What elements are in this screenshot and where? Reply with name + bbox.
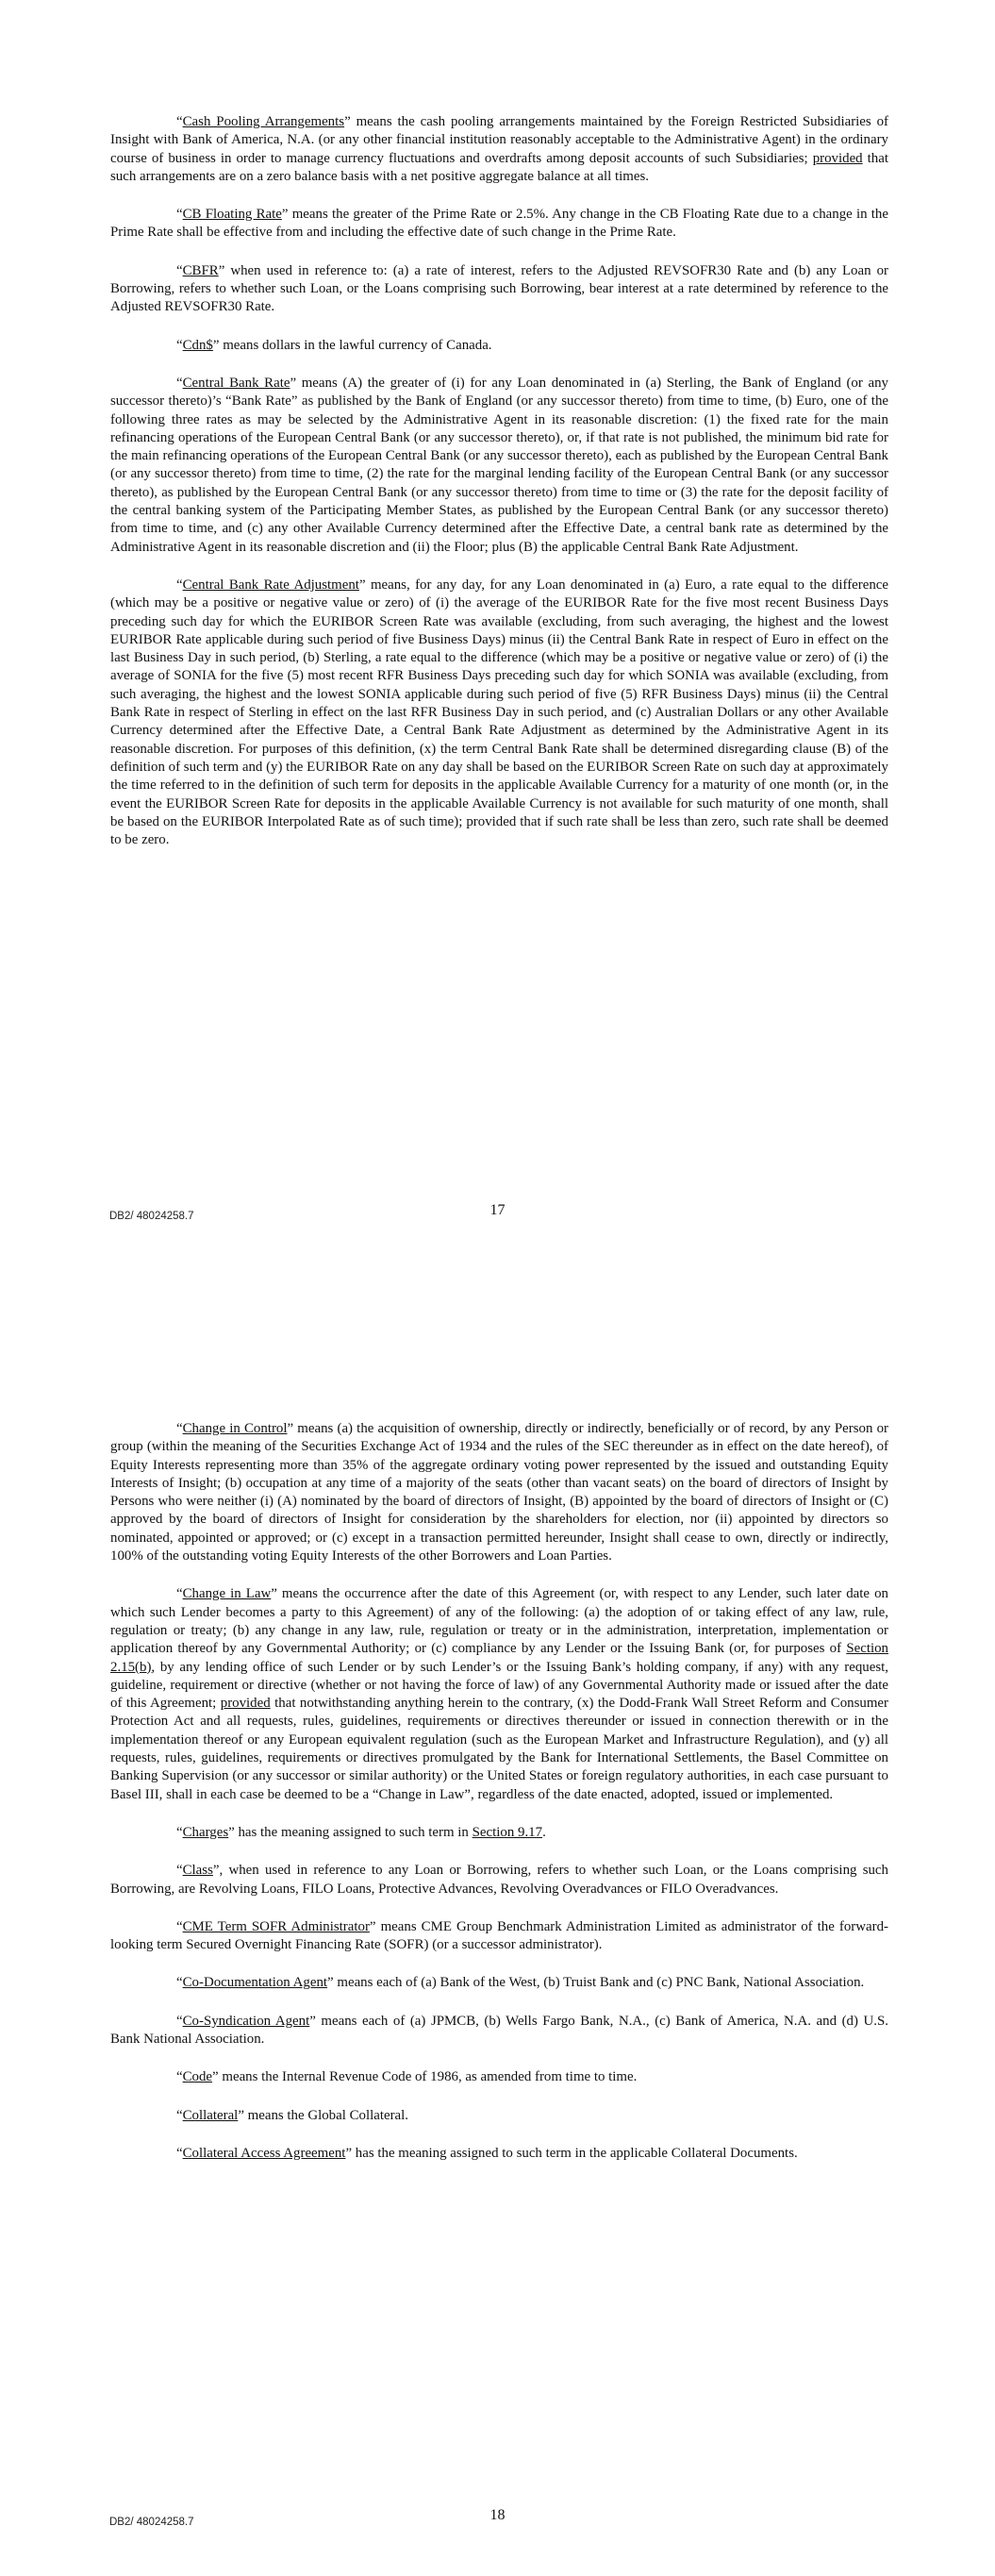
underlined-word: provided <box>812 150 863 166</box>
defined-term: CME Term SOFR Administrator <box>182 1918 370 1934</box>
section-reference-link[interactable]: Section 9.17 <box>472 1824 543 1840</box>
definition-paragraph: “Cash Pooling Arrangements” means the cash pooling arrangements maintained by the Foreign Restricted Subsidiaries of Insight with Bank of America, N.A. (or any other financial institution reasonably acceptable to the Administrative Agent) in the ordinary course of business in order to manage currency fluctuations and overdrafts among deposit accounts of such Subsidiaries; provided that such arrangements are on a zero balance basis with a net positive aggregate balance at all times. <box>110 114 889 184</box>
definition-paragraph: “Cdn$” means dollars in the lawful currency of Canada. <box>176 337 492 353</box>
defined-term: Class <box>182 1863 213 1879</box>
page-body <box>110 1420 888 2183</box>
definition-paragraph: “Class”, when used in reference to any Loan or Borrowing, refers to whether such Loan, or the Loans comprising such Borrowing, are Revolving Loans, FILO Loans, Protective Advances, Revolving Overadvances or FILO Overadvances. <box>110 1863 888 1897</box>
defined-term: Co-Documentation Agent <box>182 1975 328 1991</box>
definition-paragraph: “Charges” has the meaning assigned to such term in Section 9.17. <box>176 1824 546 1840</box>
page-18 <box>0 1288 995 2576</box>
definition-paragraph: “Change in Law” means the occurrence after the date of this Agreement (or, with respect to any Lender, such later date on which such Lender becomes a party to this Agreement) of any of the following: (a) the adoption of or taking effect of any law, rule, regulation or treaty; (b) any change in any law, rule, regulation or treaty or in the administration, interpretation, implementation or application thereof by any Governmental Authority; or (c) compliance by any Lender or the Issuing Bank (or, for purposes of Section 2.15(b), by any lending office of such Lender or by such Lender’s or the Issuing Bank’s holding company, if any) with any request, guideline, requirement or directive (whether or not having the force of law) of any Governmental Authority made or issued after the date of this Agreement; provided that notwithstanding anything herein to the contrary, (x) the Dodd-Frank Wall Street Reform and Consumer Protection Act and all requests, rules, guidelines, requirements or directives thereunder or issued in connection therewith or in the implementation thereof or any European equivalent regulation (such as the European Market and Infrastructure Regulation), and (y) all requests, rules, guidelines, requirements or directives promulgated by the Bank for International Settlements, the Basel Committee on Banking Supervision (or any successor or similar authority) or the United States or foreign regulatory authorities, in each case pursuant to Basel III, shall in each case be deemed to be a “Change in Law”, regardless of the date enacted, adopted, issued or implemented. <box>110 1586 888 1802</box>
definition-paragraph: “Co-Documentation Agent” means each of (a) Bank of the West, (b) Truist Bank and (c) PNC Bank, National Association. <box>176 1975 865 1991</box>
definition-paragraph: “Code” means the Internal Revenue Code of 1986, as amended from time to time. <box>176 2069 638 2085</box>
defined-term: Collateral <box>182 2107 239 2123</box>
definition-paragraph: “CBFR” when used in reference to: (a) a rate of interest, refers to the Adjusted REVSOFR30 Rate and (b) any Loan or Borrowing, refers to whether such Loan, or the Loans comprising such Borrowing, bear interest at a rate determined by reference to the Adjusted REVSOFR30 Rate. <box>110 262 888 315</box>
defined-term: Co-Syndication Agent <box>182 2013 310 2029</box>
document-id: DB2/ 48024258.7 <box>109 1211 194 1222</box>
defined-term: CBFR <box>182 262 219 278</box>
defined-term: Central Bank Rate Adjustment <box>182 577 359 593</box>
defined-term: CB Floating Rate <box>182 207 282 223</box>
defined-term: Change in Control <box>182 1421 288 1436</box>
document-id: DB2/ 48024258.7 <box>109 2517 194 2528</box>
definition-paragraph: “CB Floating Rate” means the greater of the Prime Rate or 2.5%. Any change in the CB Floating Rate due to a change in the Prime Rate shall be effective from and including the effective date of such change in the Prime Rate. <box>110 207 888 241</box>
definition-paragraph: “Change in Control” means (a) the acquisition of ownership, directly or indirectly, beneficially or of record, by any Person or group (within the meaning of the Securities Exchange Act of 1934 and the rules of the SEC thereunder as in effect on the date hereof), of Equity Interests representing more than 35% of the aggregate ordinary voting power represented by the issued and outstanding Equity Interests of Insight; (b) occupation at any time of a majority of the seats (other than vacant seats) on the board of directors of Insight by Persons who were neither (i) (A) nominated by the board of directors of Insight, (B) appointed by the board of directors of Insight or (C) approved by the board of directors of Insight for consideration by the shareholders for election, nor (ii) appointed by directors so nominated, appointed or approved; or (c) except in a transaction permitted hereunder, Insight shall cease to own, directly or indirectly, 100% of the outstanding voting Equity Interests of the other Borrowers and Loan Parties. <box>110 1421 889 1564</box>
page-body <box>110 113 888 869</box>
defined-term: Collateral Access Agreement <box>182 2145 346 2161</box>
defined-term: Code <box>182 2069 213 2085</box>
page-number: 18 <box>489 2507 506 2523</box>
definition-paragraph: “Collateral” means the Global Collateral. <box>176 2107 409 2123</box>
defined-term: Charges <box>182 1824 229 1840</box>
defined-term: Cash Pooling Arrangements <box>182 114 345 129</box>
definition-paragraph: “CME Term SOFR Administrator” means CME Group Benchmark Administration Limited as administrator of the forward-looking term Secured Overnight Financing Rate (SOFR) (or a successor administrator). <box>110 1918 888 1953</box>
underlined-word: provided <box>220 1696 271 1712</box>
page-number: 17 <box>489 1202 506 1218</box>
definition-paragraph: “Collateral Access Agreement” has the meaning assigned to such term in the applicable Collateral Documents. <box>176 2145 798 2161</box>
definition-paragraph: “Central Bank Rate” means (A) the greater of (i) for any Loan denominated in (a) Sterling, the Bank of England (or any successor thereto)’s “Bank Rate” as published by the Bank of England (or any successor thereto) from time to time, (b) Euro, one of the following three rates as may be selected by the Administrative Agent in its reasonable discretion: (1) the fixed rate for the main refinancing operations of the European Central Bank (or any successor thereto), or, if that rate is not published, the minimum bid rate for the main refinancing operations of the European Central Bank (or any successor thereto), each as published by the European Central Bank (or any successor thereto) from time to time, (2) the rate for the marginal lending facility of the European Central Bank (or any successor thereto), as published by the European Central Bank (or any successor thereto) from time to time or (3) the rate for the deposit facility of the central banking system of the Participating Member States, as published by the European Central Bank (or any successor thereto) from time to time, and (c) any other Available Currency determined after the Effective Date, a central bank rate as determined by the Administrative Agent in its reasonable discretion and (ii) the Floor; plus (B) the applicable Central Bank Rate Adjustment. <box>110 375 888 555</box>
definition-paragraph: “Central Bank Rate Adjustment” means, for any day, for any Loan denominated in (a) Euro, a rate equal to the difference (which may be a positive or negative value or zero) of (i) the average of the EURIBOR Rate for the five most recent Business Days preceding such day for which the EURIBOR Screen Rate was available (excluding, from such averaging, the highest and the lowest EURIBOR Rate applicable during such period of five Business Days) minus (ii) the Central Bank Rate in respect of Euro in effect on the last Business Day in such period, (b) Sterling, a rate equal to the difference (which may be a positive or negative value or zero) of (i) the average of SONIA for the five (5) most recent RFR Business Days preceding such day for which SONIA was available (excluding, from such averaging, the highest and the lowest SONIA applicable during such period of five (5) RFR Business Days) minus (ii) the Central Bank Rate in respect of Sterling in effect on the last RFR Business Day in such period, and (c) Australian Dollars or any other Available Currency determined after the Effective Date, a Central Bank Rate Adjustment as determined by the Administrative Agent in its reasonable discretion. For purposes of this definition, (x) the term Central Bank Rate shall be determined disregarding clause (B) of the definition of such term and (y) the EURIBOR Rate on any day shall be based on the EURIBOR Screen Rate on such day at approximately the time referred to in the definition of such term for deposits in the applicable Available Currency for a maturity of one month (or, in the event the EURIBOR Screen Rate for deposits in the applicable Available Currency is not available for such maturity of one month, shall be based on the EURIBOR Interpolated Rate as of such time); provided that if such rate shall be less than zero, such rate shall be deemed to be zero. <box>110 577 888 848</box>
definition-paragraph: “Co-Syndication Agent” means each of (a) JPMCB, (b) Wells Fargo Bank, N.A., (c) Bank of America, N.A. and (d) U.S. Bank National Association. <box>110 2013 889 2048</box>
defined-term: Cdn$ <box>182 337 213 353</box>
defined-term: Change in Law <box>182 1586 272 1602</box>
defined-term: Central Bank Rate <box>182 375 290 391</box>
section-reference-link[interactable]: Section 2.15(b) <box>110 1641 888 1675</box>
